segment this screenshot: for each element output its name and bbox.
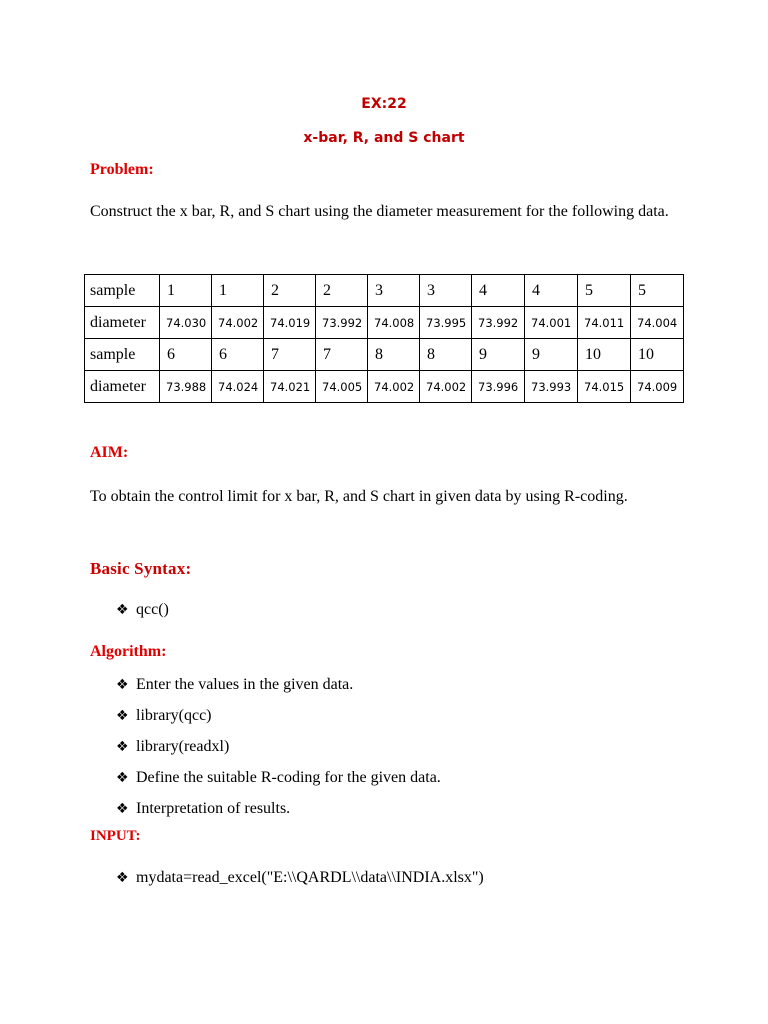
diameter-table: [84, 274, 684, 403]
list-item: [116, 799, 441, 830]
table-cell: 7: [264, 339, 316, 371]
table-cell: 73.988: [160, 371, 212, 403]
input-heading: INPUT:: [90, 828, 141, 844]
bullet-diamond-icon: ❖: [116, 770, 129, 786]
list-item-text: Enter the values in the given data.: [136, 676, 354, 693]
table-cell: 74.002: [368, 371, 420, 403]
table-cell: 5: [631, 275, 684, 307]
table-cell: 73.992: [472, 307, 525, 339]
table-cell: 7: [316, 339, 368, 371]
table-cell: 6: [160, 339, 212, 371]
list-item-text: mydata=read_excel("E:\\QARDL\\data\\INDIA.xlsx"): [136, 869, 484, 886]
table-cell: 74.002: [420, 371, 472, 403]
table-cell: 8: [420, 339, 472, 371]
problem-heading: Problem:: [90, 161, 154, 178]
aim-text: To obtain the control limit for x bar, R, and S chart in given data by using R-coding.: [90, 488, 628, 505]
table-cell: 74.002: [212, 307, 264, 339]
table-cell: 74.008: [368, 307, 420, 339]
table-cell: 74.019: [264, 307, 316, 339]
table-cell: 3: [420, 275, 472, 307]
bullet-diamond-icon: ❖: [116, 801, 129, 817]
list-item: [116, 675, 441, 706]
table-cell: 3: [368, 275, 420, 307]
list-item: [116, 600, 169, 631]
table-cell: 74.030: [160, 307, 212, 339]
table-cell: 74.024: [212, 371, 264, 403]
table-cell: 73.995: [420, 307, 472, 339]
table-cell: 1: [212, 275, 264, 307]
table-cell: 5: [578, 275, 631, 307]
algorithm-heading: Algorithm:: [90, 643, 167, 660]
list-item: [116, 868, 484, 899]
table-row: [85, 275, 684, 307]
table-cell: 10: [578, 339, 631, 371]
table-cell: 74.001: [525, 307, 578, 339]
table-cell: 1: [160, 275, 212, 307]
bullet-diamond-icon: ❖: [116, 602, 129, 618]
basic-syntax-heading: Basic Syntax:: [90, 559, 192, 578]
bullet-diamond-icon: ❖: [116, 708, 129, 724]
table-cell: 9: [525, 339, 578, 371]
table-cell: 9: [472, 339, 525, 371]
list-item: [116, 737, 441, 768]
problem-text: Construct the x bar, R, and S chart using the diameter measurement for the following data.: [90, 203, 669, 220]
list-item-text: qcc(): [136, 601, 169, 618]
table-cell: 74.021: [264, 371, 316, 403]
row-label-cell: sample: [85, 275, 160, 307]
aim-heading: AIM:: [90, 444, 129, 461]
table-cell: 73.993: [525, 371, 578, 403]
table-cell: 74.009: [631, 371, 684, 403]
syntax-list: [116, 600, 169, 631]
table-row: [85, 339, 684, 371]
exercise-title: EX:22: [361, 96, 407, 112]
table-cell: 74.005: [316, 371, 368, 403]
table-row: [85, 371, 684, 403]
input-list: [116, 868, 484, 899]
table-cell: 10: [631, 339, 684, 371]
table-cell: 73.996: [472, 371, 525, 403]
table-cell: 4: [472, 275, 525, 307]
list-item: [116, 768, 441, 799]
list-item-text: library(qcc): [136, 707, 212, 724]
bullet-diamond-icon: ❖: [116, 870, 129, 886]
table-cell: 2: [264, 275, 316, 307]
exercise-subtitle: x-bar, R, and S chart: [303, 130, 465, 146]
table-cell: 8: [368, 339, 420, 371]
algorithm-list: [116, 675, 441, 830]
row-label-cell: sample: [85, 339, 160, 371]
table-cell: 2: [316, 275, 368, 307]
list-item-text: Define the suitable R-coding for the given data.: [136, 769, 441, 786]
table-cell: 4: [525, 275, 578, 307]
table-cell: 74.004: [631, 307, 684, 339]
table-row: [85, 307, 684, 339]
bullet-diamond-icon: ❖: [116, 677, 129, 693]
row-label-cell: diameter: [85, 307, 160, 339]
list-item-text: library(readxl): [136, 738, 230, 755]
row-label-cell: diameter: [85, 371, 160, 403]
table-cell: 6: [212, 339, 264, 371]
table-cell: 74.015: [578, 371, 631, 403]
bullet-diamond-icon: ❖: [116, 739, 129, 755]
list-item-text: Interpretation of results.: [136, 800, 291, 817]
table-cell: 74.011: [578, 307, 631, 339]
list-item: [116, 706, 441, 737]
table-cell: 73.992: [316, 307, 368, 339]
